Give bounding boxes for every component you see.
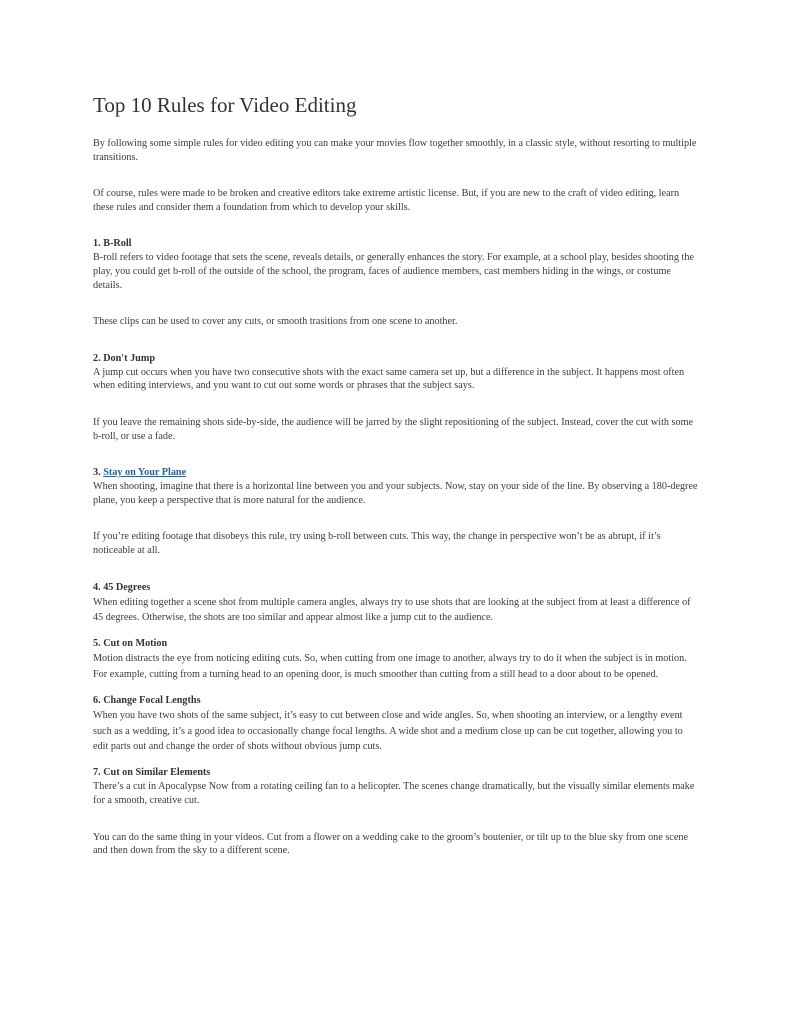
rule-section-45-degrees (93, 581, 699, 626)
rule-paragraph: When shooting, imagine that there is a horizontal line between you and your subjects. Now, stay on your side of the line. By observing a 180-degree plane, you keep a perspective that is more natural for the audience. (93, 481, 698, 506)
rule-section-b-roll (93, 237, 699, 328)
intro-paragraph: By following some simple rules for video editing you can make your movies flow together smoothly, in a classic style, without resorting to multiple transitions. (93, 138, 697, 163)
rule-heading: 6. Change Focal Lengths (93, 695, 201, 707)
rule-paragraph: You can do the same thing in your videos. Cut from a flower on a wedding cake to the groom’s boutenier, or tilt up to the blue sky from one scene and then down from the sky to a different scene. (93, 831, 688, 857)
rule-heading: 7. Cut on Similar Elements (93, 767, 211, 779)
rule-paragraph: A jump cut occurs when you have two consecutive shots with the exact same camera set up, but a difference in the subject. It happens most often when editing interviews, and you want to cut out some words or phrases that the subject says. (93, 366, 685, 392)
rule-section-change-focal-lengths (93, 694, 699, 754)
rule-paragraph: When you have two shots of the same subject, it’s easy to cut between close and wide angles. So, when shooting an interview, or a lengthy event such as a wedding, it’s a good idea to occasionally change focal lengths. A wide shot and a medium close up can be cut together, allowing you to edit parts out and change the order of shots without obvious jump cuts. (93, 710, 683, 752)
rule-paragraph: Motion distracts the eye from noticing editing cuts. So, when cutting from one image to another, always try to do it when the subject is in motion. For example, cutting from a turning head to an opening door, is much smoother than cutting from a still head to a door about to be opened. (93, 653, 687, 680)
document-page (93, 92, 699, 858)
rule-paragraph: There’s a cut in Apocalypse Now from a rotating ceiling fan to a helicopter. The scenes change dramatically, but the visually similar elements make for a smooth, creative cut. (93, 781, 695, 806)
rule-heading: 2. Don't Jump (93, 352, 155, 364)
rule-paragraph: These clips can be used to cover any cuts, or smooth trasitions from one scene to another. (93, 316, 458, 328)
rule-paragraph: B-roll refers to video footage that sets the scene, reveals details, or generally enhances the story. For example, at a school play, besides shooting the play, you could get b-roll of the outside of the school, the program, faces of audience members, cast members hiding in the wings, or costume details. (93, 252, 694, 291)
rule-section-dont-jump (93, 352, 699, 443)
rule-heading: 1. B-Roll (93, 238, 132, 250)
rule-number: 3. (93, 467, 101, 479)
rule-section-stay-on-your-plane (93, 466, 699, 557)
rule-heading: 4. 45 Degrees (93, 581, 151, 593)
stay-on-your-plane-link[interactable]: Stay on Your Plane (103, 467, 187, 479)
page-title: Top 10 Rules for Video Editing (93, 93, 357, 117)
rule-heading: 5. Cut on Motion (93, 638, 168, 650)
rule-section-cut-on-similar-elements (93, 766, 699, 857)
rule-heading (93, 466, 699, 480)
rule-paragraph: If you’re editing footage that disobeys this rule, try using b-roll between cuts. This way, the change in perspective won’t be as abrupt, if it’s noticeable at all. (93, 531, 661, 556)
rule-paragraph: When editing together a scene shot from multiple camera angles, always try to use shots that are looking at the subject from at least a difference of 45 degrees. Otherwise, the shots are too similar and appear almost like a jump cut to the audience. (93, 596, 691, 623)
rule-paragraph: If you leave the remaining shots side-by-side, the audience will be jarred by the slight repositioning of the subject. Instead, cover the cut with some b-roll, or use a fade. (93, 416, 694, 442)
intro-paragraph: Of course, rules were made to be broken and creative editors take extreme artistic license. But, if you are new to the craft of video editing, learn these rules and consider them a foundation from which to develop your skills. (93, 188, 680, 213)
rule-section-cut-on-motion (93, 637, 699, 682)
